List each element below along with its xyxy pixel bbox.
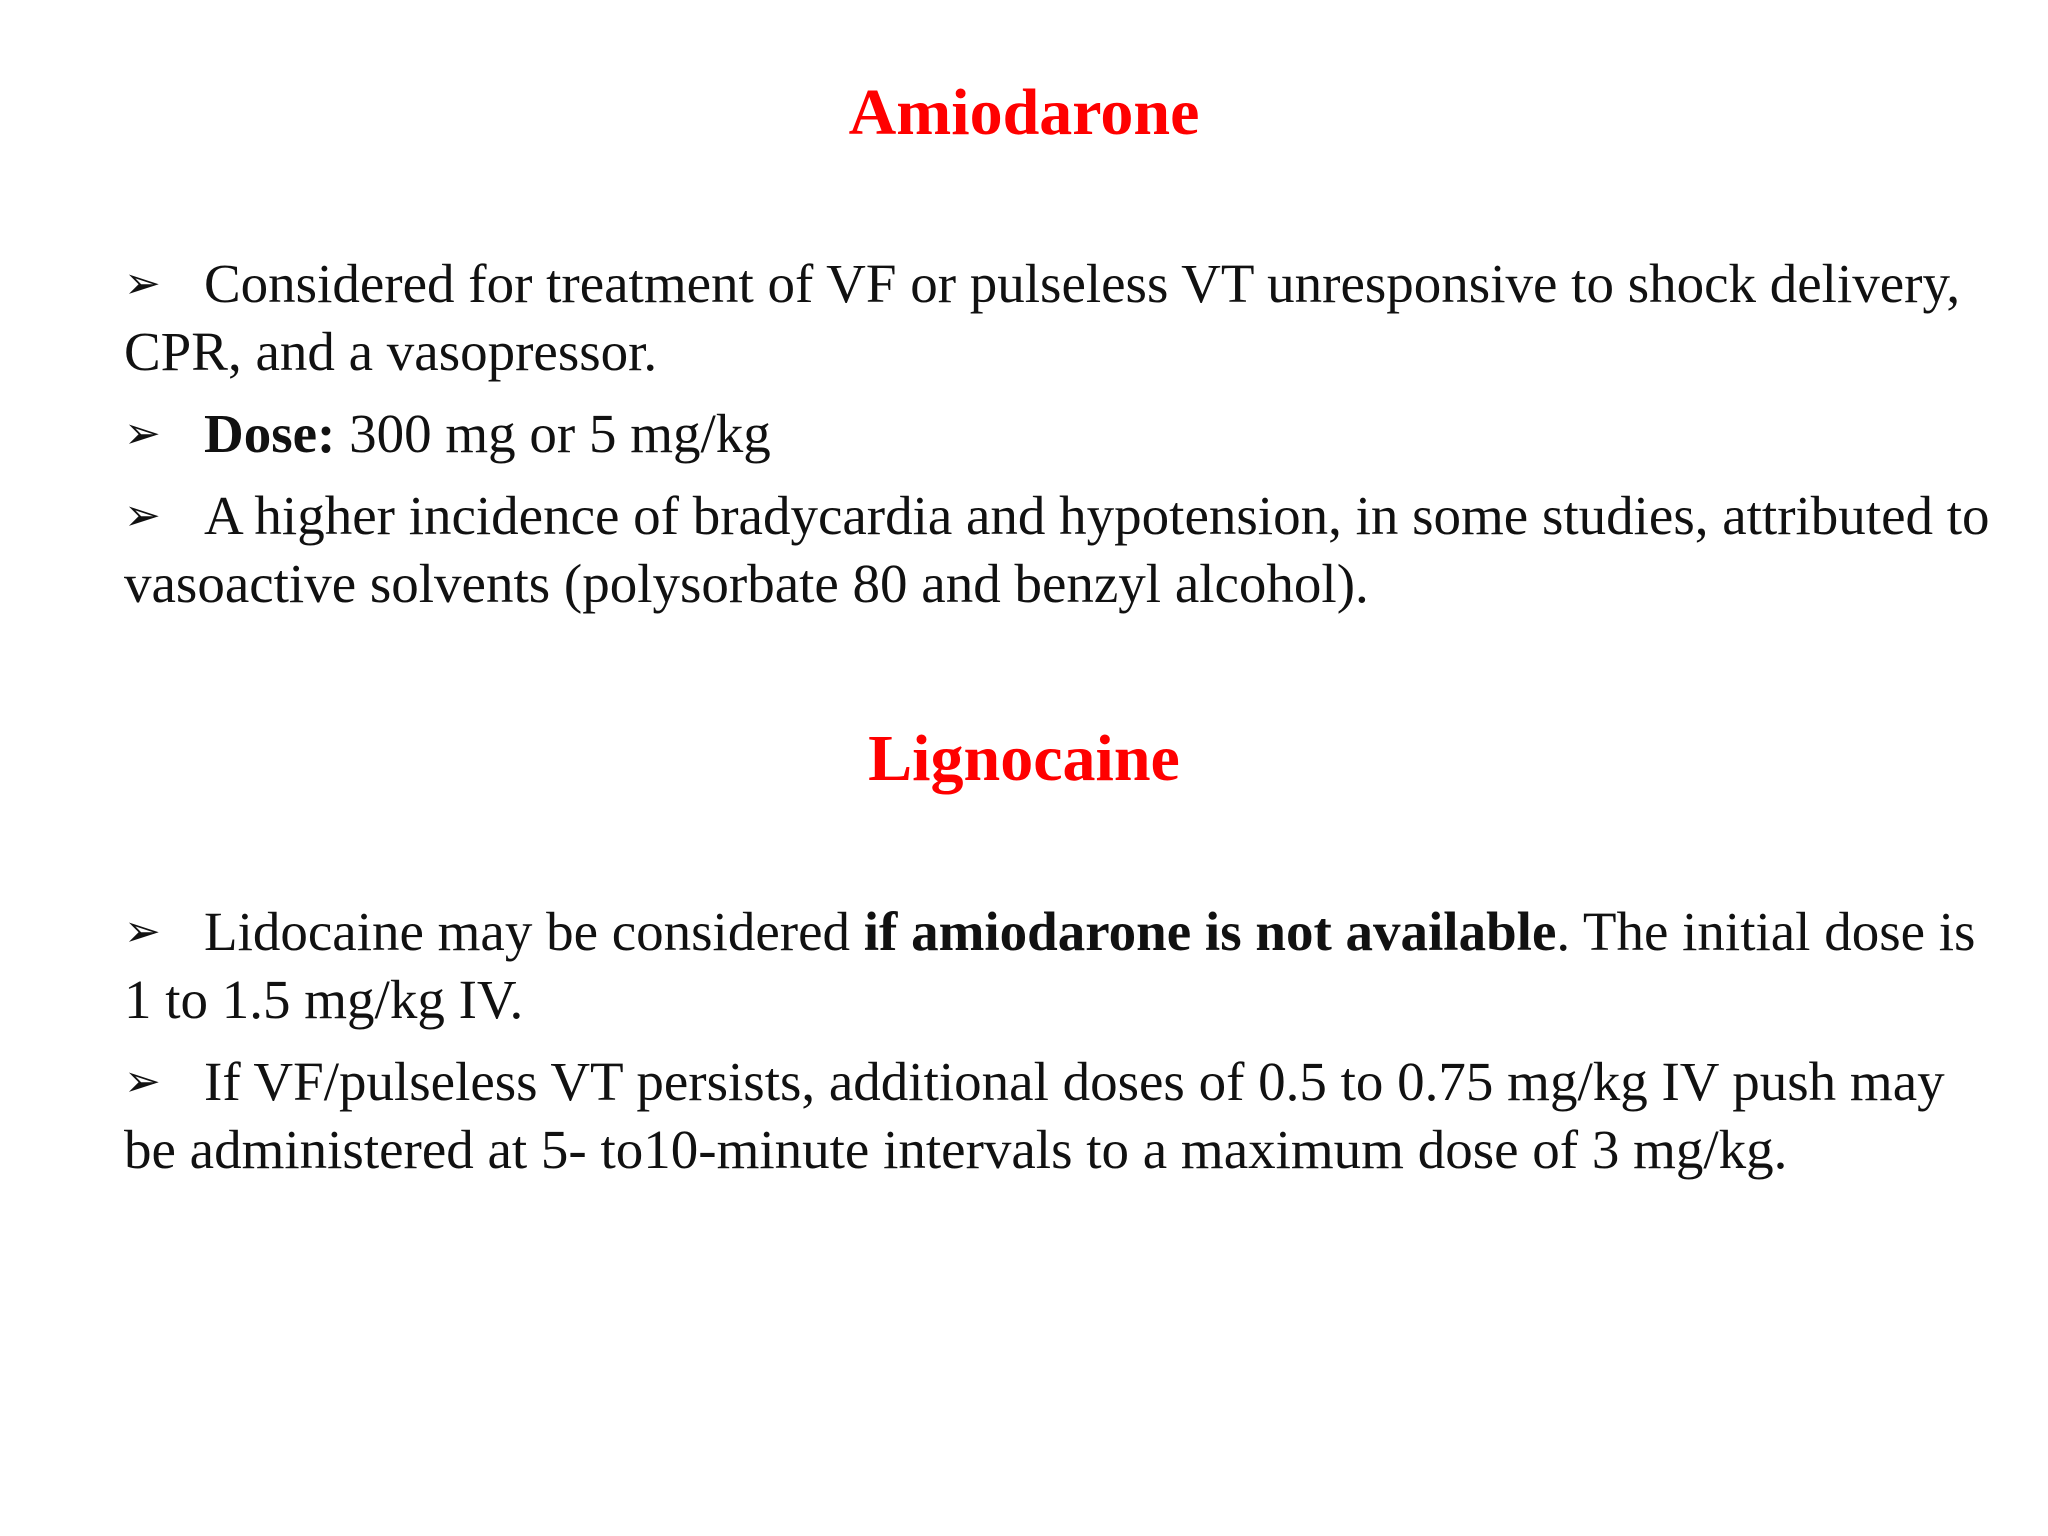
bullet-bold-label: Dose: bbox=[204, 403, 336, 464]
amiodarone-bullet-list bbox=[124, 250, 1994, 632]
arrowhead-bullet-icon: ➢ bbox=[124, 1056, 161, 1107]
bullet-item bbox=[124, 250, 1994, 386]
bullet-text-post: . The initial dose is 1 to 1.5 mg/kg IV. bbox=[124, 901, 1976, 1030]
bullet-item bbox=[124, 898, 1994, 1034]
bullet-text: Considered for treatment of VF or pulseless VT unresponsive to shock delivery, CPR, and a vasopressor. bbox=[124, 253, 1961, 382]
bullet-bold-emphasis: if amiodarone is not available bbox=[863, 901, 1557, 962]
bullet-text: A higher incidence of bradycardia and hypotension, in some studies, attributed to vasoactive solvents (polysorbate 80 and benzyl alcohol). bbox=[124, 485, 1990, 614]
lignocaine-bullet-list bbox=[124, 898, 1994, 1198]
section-title-lignocaine: Lignocaine bbox=[868, 722, 1180, 795]
arrowhead-bullet-icon: ➢ bbox=[124, 258, 161, 309]
section-title-amiodarone: Amiodarone bbox=[848, 76, 1200, 149]
arrowhead-bullet-icon: ➢ bbox=[124, 490, 161, 541]
bullet-item bbox=[124, 400, 1994, 468]
bullet-text: 300 mg or 5 mg/kg bbox=[335, 403, 771, 464]
bullet-text-pre: Lidocaine may be considered bbox=[204, 901, 864, 962]
arrowhead-bullet-icon: ➢ bbox=[124, 906, 161, 957]
bullet-item bbox=[124, 482, 1994, 618]
arrowhead-bullet-icon: ➢ bbox=[124, 408, 161, 459]
bullet-item bbox=[124, 1048, 1994, 1184]
bullet-text: If VF/pulseless VT persists, additional doses of 0.5 to 0.75 mg/kg IV push may be administered at 5- to10-minute intervals to a maximum dose of 3 mg/kg. bbox=[124, 1051, 1945, 1180]
